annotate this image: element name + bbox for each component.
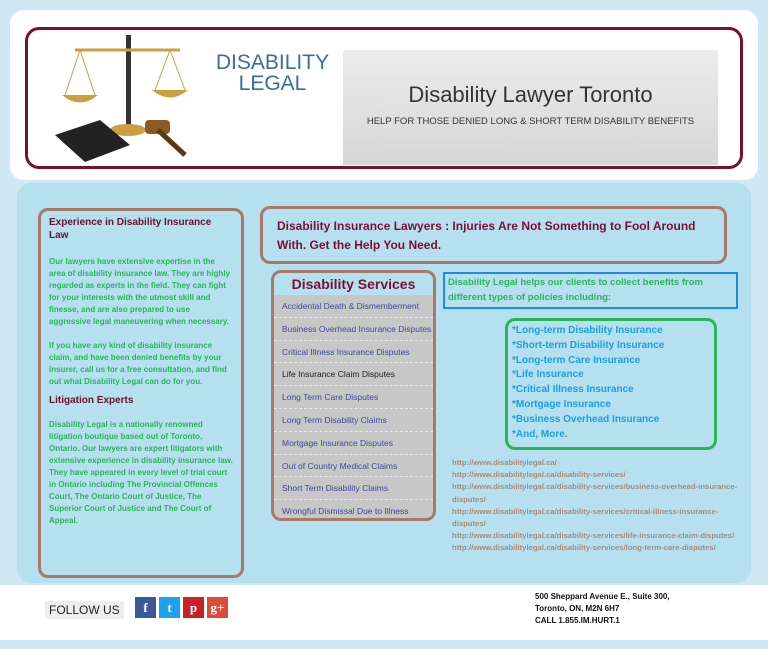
url-link[interactable]: http://www.disabilitylegal.ca/disability-services/life-insurance-claim-disputes/ — [452, 531, 735, 541]
litigation-paragraph: Disability Legal is a nationally renowned litigation boutique based out of Toronto, Ontario. Our lawyers are expert litigators with extensive experience in disability insurance law. They have appeared in every level of trial court in Ontario including The Provincial Offences Court, The Ontario Court of Justice, The Superior Court of Justice and The Court of Appeal. — [49, 420, 233, 525]
policy-item: *Long-term Disability Insurance — [512, 325, 663, 336]
scales-of-justice-logo — [50, 30, 190, 165]
url-link[interactable]: http://www.disabilitylegal.ca/disability-services/business-overhead-insurance-disputes/ — [452, 482, 738, 504]
intro-text: Disability Legal helps our clients to collect benefits from different types of policies including: — [443, 272, 738, 309]
footer — [0, 585, 768, 640]
address-block — [535, 591, 670, 627]
policy-list — [505, 318, 717, 450]
service-link[interactable]: Wrongful Dismissal Due to Illness — [274, 500, 433, 521]
service-link[interactable]: Business Overhead Insurance Disputes — [274, 318, 433, 341]
service-link[interactable]: Long Term Disability Claims — [274, 409, 433, 432]
url-list — [452, 457, 744, 555]
address-line-1: 500 Sheppard Avenue E., Suite 300, — [535, 592, 670, 601]
url-link[interactable]: http://www.disabilitylegal.ca/disability-services/critical-illness-insurance-disputes/ — [452, 506, 719, 529]
services-title: Disability Services — [274, 273, 433, 295]
experience-paragraph-1: Our lawyers have extensive expertise in the area of disability insurance law. They are highly regarded as experts in the field. They can fight for your interests with the utmost skill and finesse, and are also prepared to use aggressive legal maneuvering when necessary. — [49, 257, 231, 326]
experience-paragraph-2: If you have any kind of disability insurance claim, and have been denied benefits by your insurer, call us for a free consultation, and find out what Disability Legal can do for you. — [49, 341, 227, 386]
title-band — [343, 50, 718, 165]
phone-number: CALL 1.855.IM.HURT.1 — [535, 616, 620, 625]
policy-item: *Long-term Care Insurance — [512, 354, 641, 366]
policy-item: *Mortgage Insurance — [512, 398, 611, 410]
page-title: Disability Lawyer Toronto — [408, 82, 653, 107]
twitter-icon[interactable]: t — [159, 597, 180, 618]
services-menu — [271, 270, 436, 521]
google-plus-icon[interactable]: g+ — [207, 597, 228, 618]
url-link[interactable]: http://www.disabilitylegal.ca/ — [452, 458, 557, 467]
page-subtitle: HELP FOR THOSE DENIED LONG & SHORT TERM DISABILITY BENEFITS — [366, 116, 695, 127]
pinterest-icon[interactable]: p — [183, 597, 204, 618]
brand-line-2: LEGAL — [238, 72, 307, 95]
policy-item: *Business Overhead Insurance — [512, 413, 660, 425]
experience-heading: Experience in Disability Insurance Law — [49, 217, 212, 241]
service-link[interactable]: Out of Country Medical Claims — [274, 455, 433, 478]
service-link[interactable]: Life Insurance Claim Disputes — [274, 363, 433, 386]
service-link[interactable]: Long Term Care Disputes — [274, 386, 433, 409]
service-link[interactable]: Short Term Disability Claims — [274, 477, 433, 500]
follow-us-label: FOLLOW US — [45, 601, 124, 619]
policy-item: *Short-term Disability Insurance — [512, 339, 665, 351]
service-link[interactable]: Critical Illness Insurance Disputes — [274, 341, 433, 364]
policy-item: *Life Insurance — [512, 369, 584, 381]
url-link[interactable]: http://www.disabilitylegal.ca/disability-services/ — [452, 470, 626, 480]
brand-line-1: DISABILITY — [215, 51, 330, 74]
url-link[interactable]: http://www.disabilitylegal.ca/disability-services/long-term-care-disputes/ — [452, 543, 716, 553]
headline-box: Disability Insurance Lawyers : Injuries Are Not Something to Fool Around With. Get the Help You Need. — [260, 206, 727, 264]
experience-box — [38, 208, 244, 578]
litigation-heading: Litigation Experts — [49, 395, 134, 406]
policy-item: *And, More. — [512, 428, 568, 440]
service-link[interactable]: Mortgage Insurance Disputes — [274, 432, 433, 455]
policy-item: *Critical Illness Insurance — [512, 384, 634, 396]
brand-name — [205, 52, 340, 94]
facebook-icon[interactable]: f — [135, 597, 156, 618]
address-line-2: Toronto, ON, M2N 6H7 — [535, 604, 620, 613]
service-link[interactable]: Accidental Death & Dismemberment — [274, 295, 433, 318]
